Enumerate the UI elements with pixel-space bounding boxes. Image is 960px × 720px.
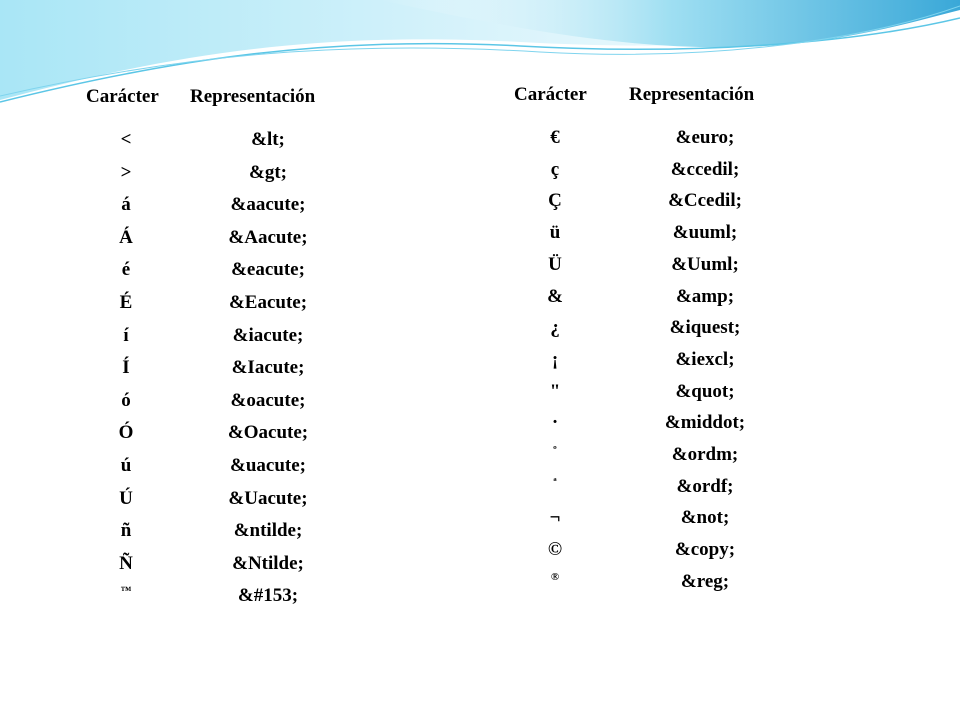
representation-cell: &lt;: [251, 129, 285, 150]
representation-cell: &uacute;: [230, 455, 306, 476]
character-cell: ™: [120, 585, 132, 598]
character-cell: Ó: [118, 422, 134, 444]
character-cell: ¬: [549, 507, 561, 529]
representation-cell: &euro;: [675, 127, 735, 148]
representation-cell: &oacute;: [230, 389, 306, 411]
representation-cell: &ccedil;: [670, 158, 740, 180]
character-cell: ¡: [551, 348, 559, 370]
header-representation: Representación: [190, 86, 316, 107]
representation-cell: &ordm;: [671, 444, 739, 465]
character-cell: Ñ: [119, 552, 133, 574]
character-cell: ®: [550, 570, 560, 583]
representation-cell: &iacute;: [232, 324, 304, 346]
representation-cell: &uuml;: [672, 222, 738, 244]
representation-cell: &gt;: [249, 161, 287, 183]
header-representation: Representación: [629, 84, 755, 105]
character-cell: Ú: [119, 487, 133, 509]
character-cell: ú: [120, 455, 132, 476]
representation-cell: &iexcl;: [675, 348, 735, 370]
representation-cell: &not;: [680, 507, 730, 529]
character-cell: Í: [122, 357, 130, 379]
representation-cell: &iquest;: [669, 317, 741, 339]
character-cell: &: [547, 285, 563, 307]
representation-cell: &Eacute;: [228, 292, 308, 313]
character-cell: ñ: [120, 520, 132, 542]
character-cell: á: [121, 194, 131, 216]
representation-cell: &Ntilde;: [232, 552, 304, 574]
representation-cell: &eacute;: [231, 259, 305, 281]
representation-cell: &Uuml;: [671, 253, 739, 275]
character-cell: ª: [553, 475, 557, 488]
representation-cell: &Oacute;: [227, 422, 309, 444]
representation-cell: &ordf;: [676, 475, 734, 497]
character-cell: ": [549, 380, 561, 402]
character-cell: <: [120, 129, 132, 150]
character-cell: Á: [119, 226, 133, 248]
character-cell: é: [121, 259, 131, 281]
entity-table-right: [508, 84, 808, 624]
character-cell: ¿: [550, 317, 560, 339]
representation-cell: &ntilde;: [233, 520, 303, 542]
character-cell: º: [553, 444, 557, 456]
character-cell: €: [550, 127, 560, 148]
entity-table-left: [80, 86, 380, 626]
representation-cell: &#153;: [237, 585, 299, 607]
representation-cell: &amp;: [675, 285, 735, 307]
character-cell: ·: [551, 412, 559, 434]
representation-cell: &copy;: [674, 539, 736, 561]
header-character: Carácter: [514, 84, 587, 105]
character-cell: Ü: [548, 253, 562, 275]
representation-cell: &reg;: [680, 570, 730, 592]
representation-cell: &quot;: [675, 380, 735, 402]
character-cell: Ç: [548, 190, 562, 212]
character-cell: ç: [550, 158, 560, 180]
representation-cell: &Aacute;: [228, 226, 308, 248]
representation-cell: &Iacute;: [231, 357, 305, 379]
representation-cell: &aacute;: [230, 194, 306, 216]
character-cell: É: [119, 292, 133, 313]
character-cell: ©: [547, 539, 563, 561]
representation-cell: &middot;: [664, 412, 746, 434]
representation-cell: &Ccedil;: [668, 190, 742, 212]
character-cell: >: [120, 161, 132, 183]
character-cell: ü: [549, 222, 561, 244]
character-cell: ó: [121, 389, 131, 411]
representation-cell: &Uacute;: [228, 487, 308, 509]
header-character: Carácter: [86, 86, 159, 107]
character-cell: í: [123, 324, 129, 346]
